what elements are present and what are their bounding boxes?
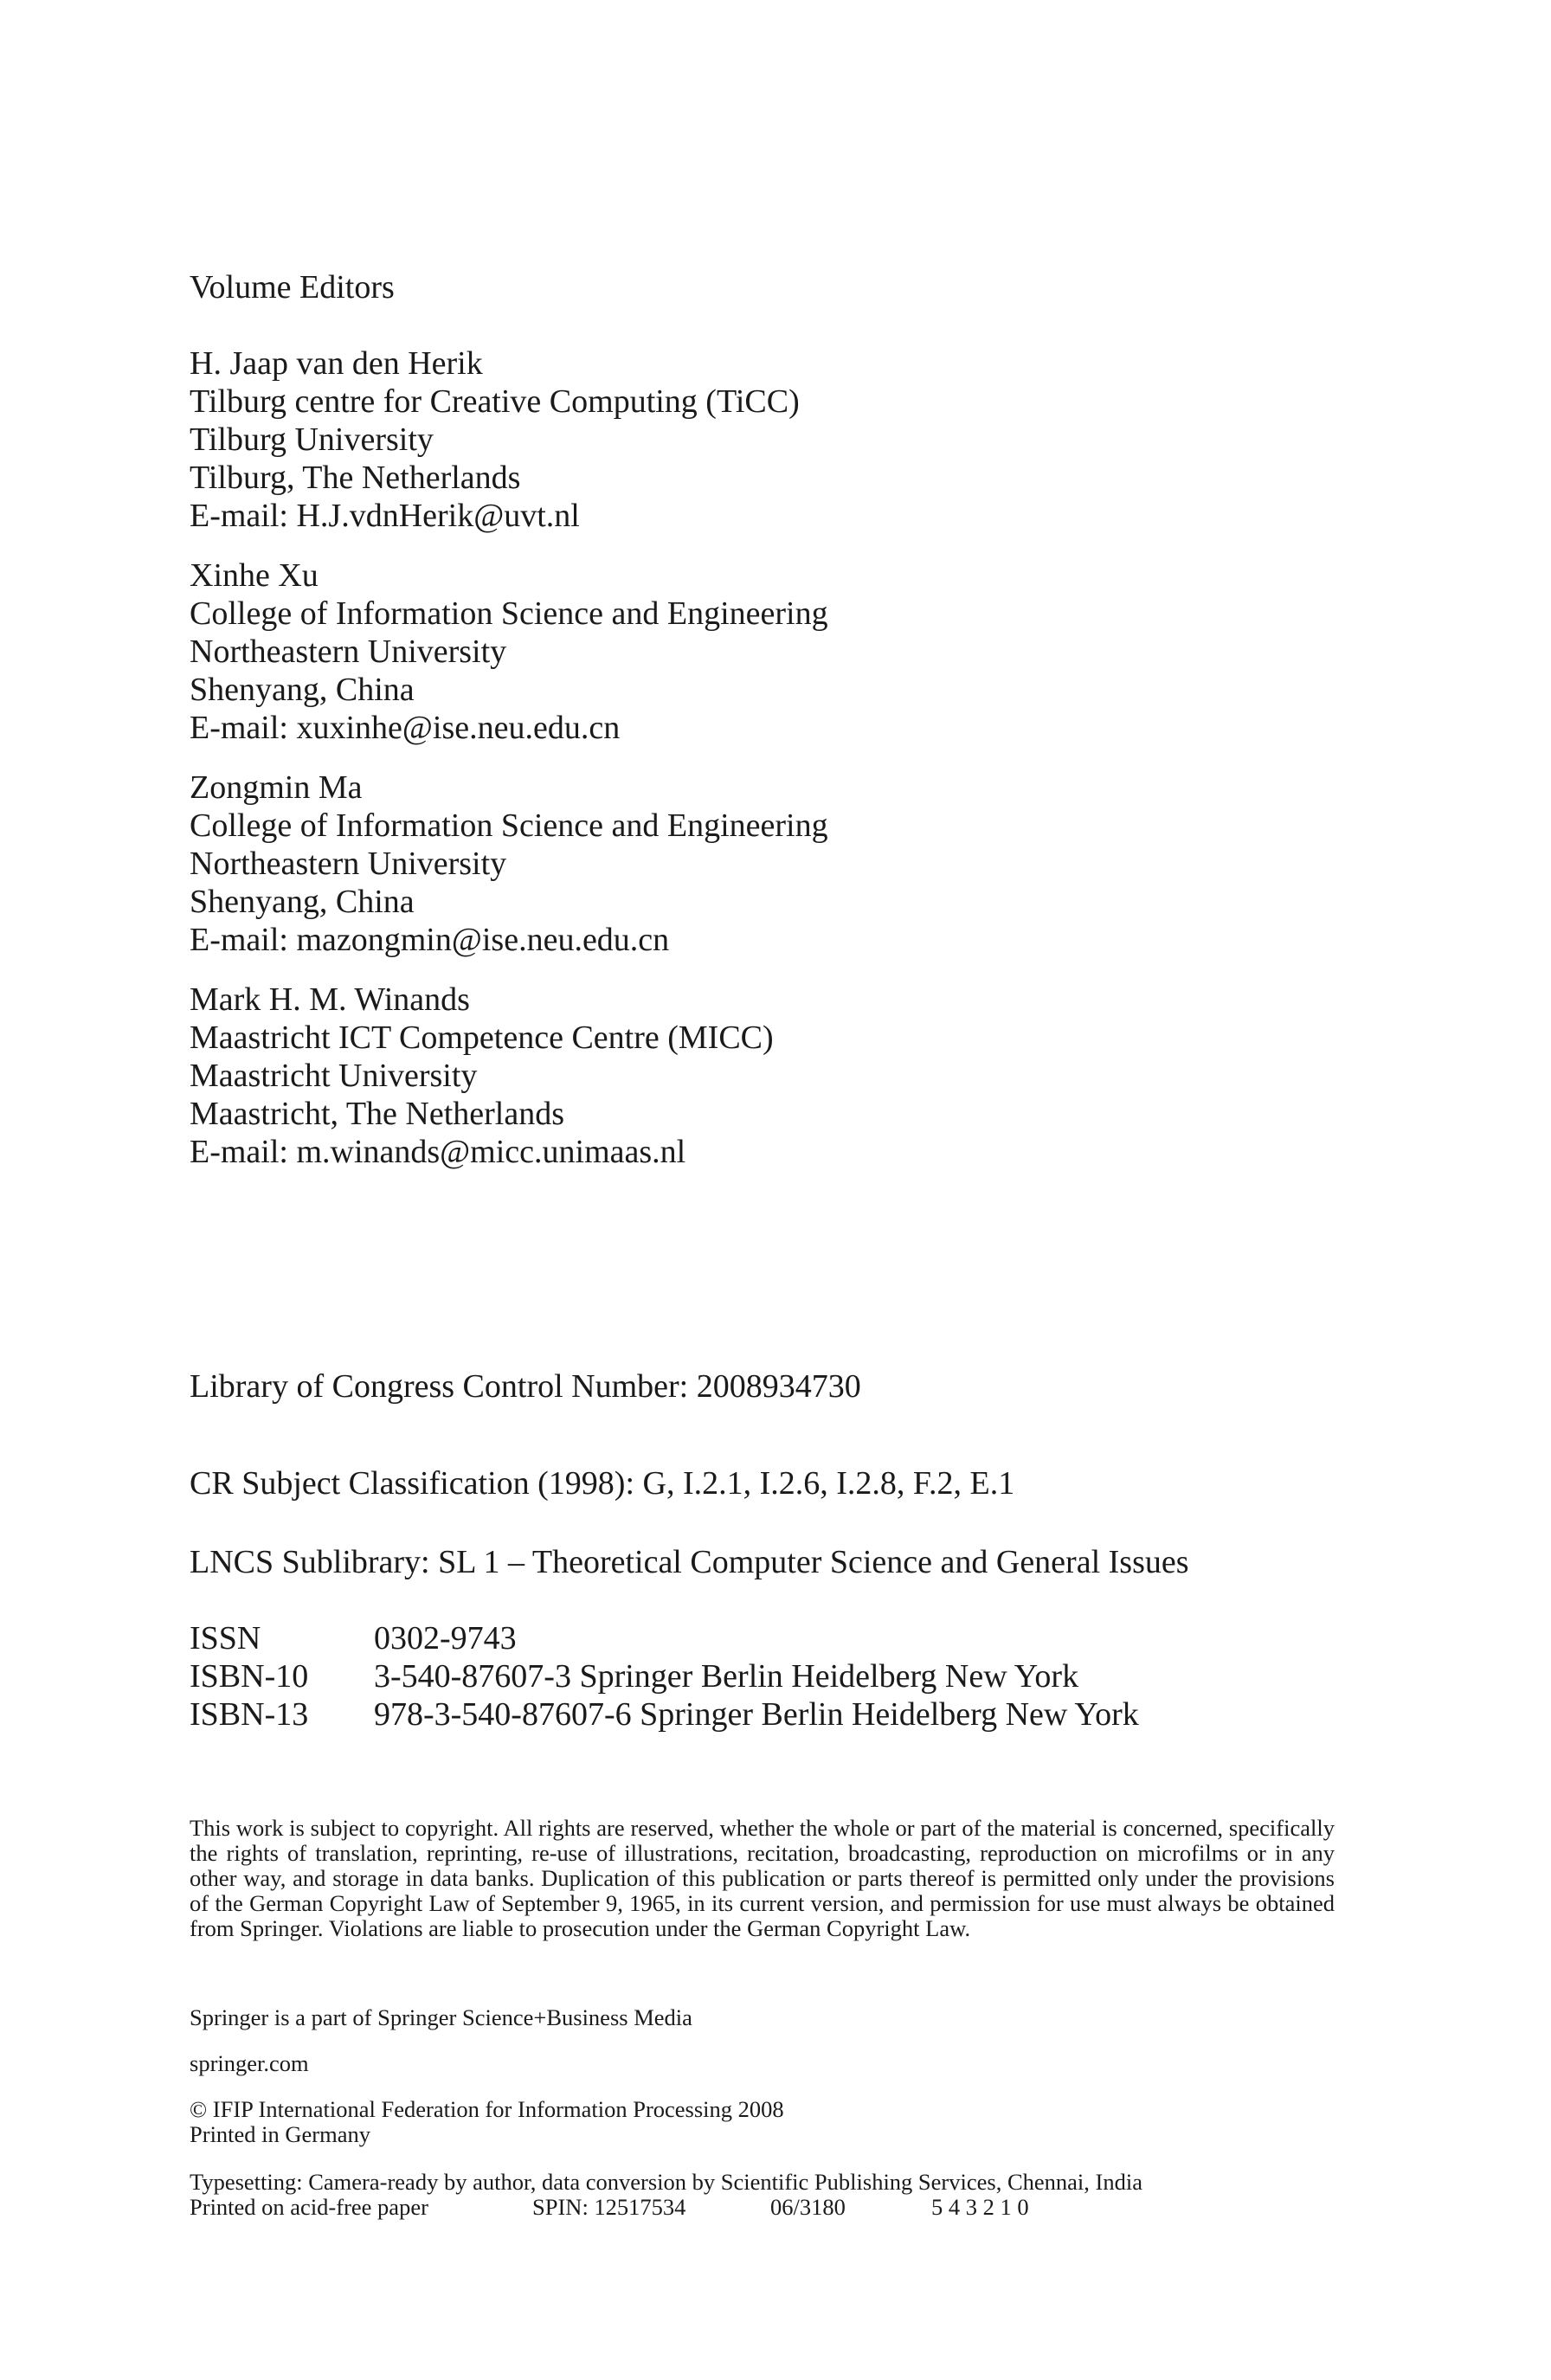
copyright-line: © IFIP International Federation for Information Processing 2008 xyxy=(190,2096,784,2122)
editor-location: Shenyang, China xyxy=(190,672,415,708)
editor-name: Xinhe Xu xyxy=(190,557,319,594)
isbn13-value: 978-3-540-87607-6 Springer Berlin Heidelberg New York xyxy=(374,1696,1139,1733)
identifier-table xyxy=(190,1619,1139,1734)
editor-affiliation: College of Information Science and Engineering xyxy=(190,595,828,632)
issn-row xyxy=(190,1619,1139,1657)
editor-university: Northeastern University xyxy=(190,846,507,882)
editor-location: Tilburg, The Netherlands xyxy=(190,460,521,496)
editor-email: E-mail: m.winands@micc.unimaas.nl xyxy=(190,1134,686,1170)
issn-value: 0302-9743 xyxy=(374,1620,517,1656)
volume-editors-heading: Volume Editors xyxy=(190,269,395,306)
editor-university: Maastricht University xyxy=(190,1058,478,1094)
editor-name: Mark H. M. Winands xyxy=(190,981,470,1018)
copyright-notice: This work is subject to copyright. All rights are reserved, whether the whole or part of the material is concerned, specifically the rights of translation, reprinting, re-use of illustrations, recitation, broadcasting, reproduction on microfilms or in any other way, and storage in data banks. Duplication of this publication or parts thereof is permitted only under the provisions of the German Copyright Law of September 9, 1965, in its current version, and permission for use must always be obtained from Springer. Violations are liable to prosecution under the German Copyright Law. xyxy=(190,1815,1335,1941)
editor-block-1 xyxy=(190,344,800,535)
copyright-block xyxy=(190,2097,1335,2147)
print-info-row xyxy=(190,2195,1335,2220)
springer-url: springer.com xyxy=(190,2050,309,2076)
editor-block-3 xyxy=(190,769,828,959)
print-run: 5 4 3 2 1 0 xyxy=(931,2194,1029,2220)
isbn10-value: 3-540-87607-3 Springer Berlin Heidelberg New York xyxy=(374,1658,1079,1695)
editor-university: Northeastern University xyxy=(190,634,507,670)
print-code: 06/3180 xyxy=(770,2194,846,2220)
editor-email: E-mail: H.J.vdnHerik@uvt.nl xyxy=(190,498,580,534)
issn-label: ISSN xyxy=(190,1620,261,1656)
isbn10-label: ISBN-10 xyxy=(190,1658,309,1695)
isbn10-row xyxy=(190,1657,1139,1695)
editor-affiliation: Tilburg centre for Creative Computing (TiCC) xyxy=(190,383,800,420)
spin-number: SPIN: 12517534 xyxy=(532,2194,686,2220)
editor-name: H. Jaap van den Herik xyxy=(190,345,483,382)
lncs-sublibrary: LNCS Sublibrary: SL 1 – Theoretical Computer Science and General Issues xyxy=(190,1544,1189,1580)
cr-classification: CR Subject Classification (1998): G, I.2.1, I.2.6, I.2.8, F.2, E.1 xyxy=(190,1465,1015,1502)
editor-email: E-mail: xuxinhe@ise.neu.edu.cn xyxy=(190,710,621,746)
isbn13-row xyxy=(190,1695,1139,1734)
editor-affiliation: College of Information Science and Engineering xyxy=(190,807,828,844)
isbn13-label: ISBN-13 xyxy=(190,1696,309,1733)
editor-block-4 xyxy=(190,981,774,1171)
loc-control-number: Library of Congress Control Number: 2008934730 xyxy=(190,1368,861,1405)
editor-name: Zongmin Ma xyxy=(190,769,363,806)
typesetting: Typesetting: Camera-ready by author, data conversion by Scientific Publishing Services, Chennai, India xyxy=(190,2169,1142,2195)
springer-part: Springer is a part of Springer Science+Business Media xyxy=(190,2004,692,2030)
colophon xyxy=(190,2170,1335,2220)
acid-free-paper: Printed on acid-free paper xyxy=(190,2194,428,2220)
editor-email: E-mail: mazongmin@ise.neu.edu.cn xyxy=(190,922,670,958)
editor-location: Shenyang, China xyxy=(190,884,415,920)
editor-block-2 xyxy=(190,556,828,747)
printed-in: Printed in Germany xyxy=(190,2121,371,2147)
editor-affiliation: Maastricht ICT Competence Centre (MICC) xyxy=(190,1020,774,1056)
editor-university: Tilburg University xyxy=(190,421,434,458)
editor-location: Maastricht, The Netherlands xyxy=(190,1096,564,1132)
